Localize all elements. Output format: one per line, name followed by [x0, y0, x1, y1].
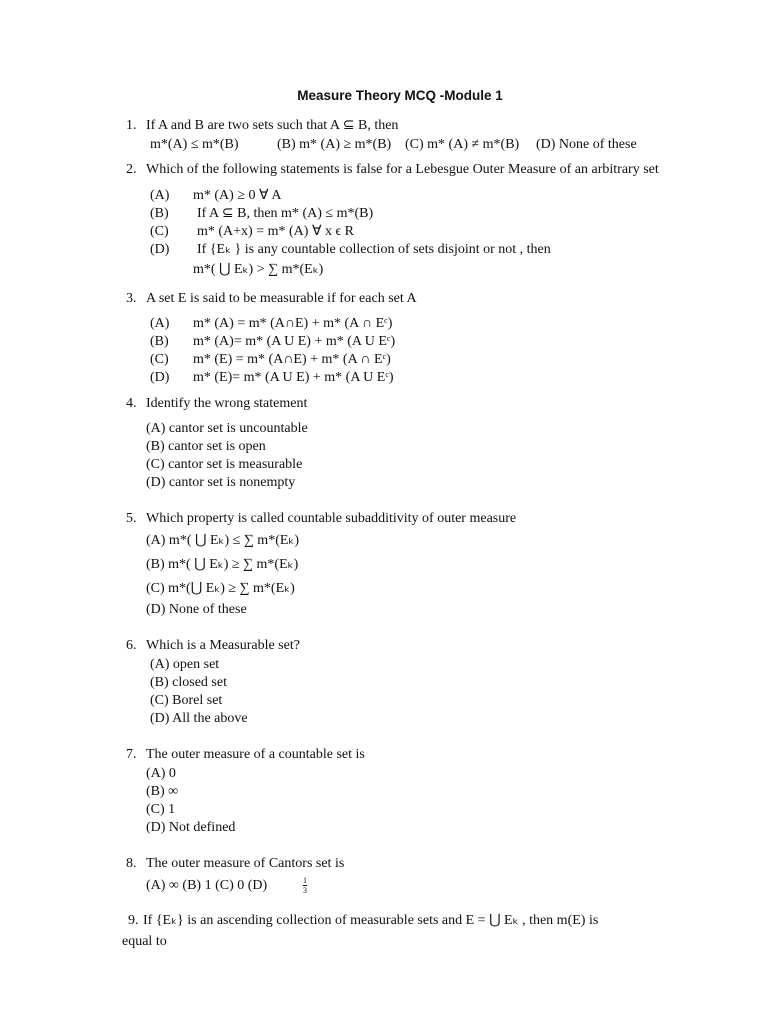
q4-number: 4.: [126, 396, 137, 411]
q5-option-b: (B) m*( ⋃ Eₖ) ≥ ∑ m*(Eₖ): [146, 557, 299, 572]
q8-option-d-fraction: $\frac{1}{3}$: [303, 876, 307, 895]
q4-option-b: (B) cantor set is open: [146, 439, 266, 454]
q2-option-d: If {Eₖ } is any countable collection of sets disjoint or not , then: [197, 242, 551, 257]
q8-text: The outer measure of Cantors set is: [146, 856, 345, 871]
q6-option-c: (C) Borel set: [150, 693, 223, 708]
q6-text: Which is a Measurable set?: [146, 638, 300, 653]
q7-option-a: (A) 0: [146, 766, 176, 781]
q3-label-c: (C): [150, 352, 169, 367]
q7-option-b: (B) ∞: [146, 784, 179, 799]
q5-text: Which property is called countable subadditivity of outer measure: [146, 511, 517, 526]
q6-number: 6.: [126, 638, 137, 653]
q7-option-c: (C) 1: [146, 802, 176, 817]
q2-option-d-formula: m*( ⋃ Eₖ) > ∑ m*(Eₖ): [193, 262, 324, 277]
q2-option-c: m* (A+x) = m* (A) ∀ x ϵ R: [197, 224, 355, 239]
q5-option-d: (D) None of these: [146, 602, 247, 617]
q9-number: 9.: [128, 913, 139, 928]
q1-text: If A and B are two sets such that A ⊆ B, then: [146, 118, 399, 133]
q6-option-b: (B) closed set: [150, 675, 227, 690]
q3-option-b: m* (A)= m* (A U E) + m* (A U Eᶜ): [193, 334, 396, 349]
q9-text: If {Eₖ} is an ascending collection of measurable sets and E = ⋃ Eₖ , then m(E) is: [143, 913, 599, 928]
q1-option-a: m*(A) ≤ m*(B): [150, 137, 239, 152]
q2-label-a: (A): [150, 188, 170, 203]
q2-label-b: (B): [150, 206, 169, 221]
q4-text: Identify the wrong statement: [146, 396, 308, 411]
q1-number: 1.: [126, 118, 137, 133]
q2-text: Which of the following statements is false for a Lebesgue Outer Measure of an arbitrary set: [146, 162, 659, 177]
q1-option-c: (C) m* (A) ≠ m*(B): [405, 137, 520, 152]
q1-option-b: (B) m* (A) ≥ m*(B): [277, 137, 392, 152]
q5-option-c: (C) m*(⋃ Eₖ) ≥ ∑ m*(Eₖ): [146, 581, 295, 596]
q9-text-continued: equal to: [122, 934, 167, 949]
q2-option-b: If A ⊆ B, then m* (A) ≤ m*(B): [197, 206, 374, 221]
q3-label-d: (D): [150, 370, 170, 385]
q5-number: 5.: [126, 511, 137, 526]
q3-option-a: m* (A) = m* (A∩E) + m* (A ∩ Eᶜ): [193, 316, 393, 331]
q8-options: (A) ∞ (B) 1 (C) 0 (D): [146, 878, 268, 893]
q7-option-d: (D) Not defined: [146, 820, 236, 835]
q3-label-a: (A): [150, 316, 170, 331]
q3-label-b: (B): [150, 334, 169, 349]
q4-option-d: (D) cantor set is nonempty: [146, 475, 296, 490]
q4-option-c: (C) cantor set is measurable: [146, 457, 303, 472]
q7-number: 7.: [126, 747, 137, 762]
q6-option-a: (A) open set: [150, 657, 220, 672]
q3-option-c: m* (E) = m* (A∩E) + m* (A ∩ Eᶜ): [193, 352, 391, 367]
q2-option-a: m* (A) ≥ 0 ∀ A: [193, 188, 282, 203]
q8-number: 8.: [126, 856, 137, 871]
q5-option-a: (A) m*( ⋃ Eₖ) ≤ ∑ m*(Eₖ): [146, 533, 300, 548]
q1-option-d: (D) None of these: [536, 137, 637, 152]
q2-number: 2.: [126, 162, 137, 177]
q6-option-d: (D) All the above: [150, 711, 248, 726]
q3-text: A set E is said to be measurable if for each set A: [146, 291, 417, 306]
page-title: Measure Theory MCQ -Module 1: [297, 88, 503, 103]
q2-label-c: (C): [150, 224, 169, 239]
q7-text: The outer measure of a countable set is: [146, 747, 365, 762]
q2-label-d: (D): [150, 242, 170, 257]
q3-number: 3.: [126, 291, 137, 306]
q4-option-a: (A) cantor set is uncountable: [146, 421, 308, 436]
q3-option-d: m* (E)= m* (A U E) + m* (A U Eᶜ): [193, 370, 394, 385]
